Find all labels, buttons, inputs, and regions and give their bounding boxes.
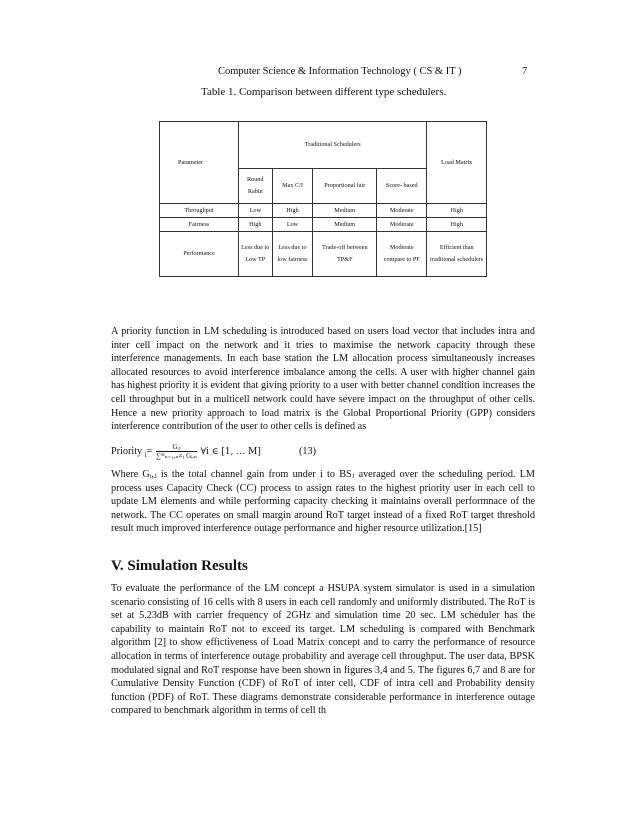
equation-condition: ∀i ∈ [1, … M] bbox=[200, 446, 261, 457]
priority-subscript: i bbox=[144, 450, 147, 459]
subheader-cell: Score- based bbox=[377, 169, 427, 204]
paragraph-simulation: To evaluate the performance of the LM concept a HSUPA system simulator is used in a simulation scenario consisting of 16 cells with 8 users in each cell randomly and uniformly distributed. The RoT is set at 5.23dB with carrier frequency of 2GHz and simulation time 20 sec. LM scheduler has the capability to maintain RoT not to exceed its target. LM scheduling is compared with Benchmark algorithm [2] to show effictiveness of Load Matrix concept and to carry the performance of resource allocation in terms of interference outage probability and average cell throughput. The user data, BPSK modulated signal and RoT response have been shown in figures 3,4 and 5. The figures 6,7 and 8 are for Cumulative Density Function (CDF) of RoT of inter cell, CDF of intra cell and Probability density function (PDF) of RoT. These diagrams demonstrate considerable performance in interference outage compared to benchmark algorithm in terms of cell th bbox=[111, 583, 535, 717]
table-cell: Performance bbox=[160, 232, 239, 277]
header-load-matrix: Load Matrix bbox=[427, 122, 487, 204]
subheader-cell: Max C/I bbox=[272, 169, 313, 204]
table-row bbox=[160, 218, 487, 232]
running-header: Computer Science & Information Technology ( CS & IT ) bbox=[218, 66, 462, 77]
paragraph-channel-gain: Where Gᵢ,ⱼ is the total channel gain from under i to BSⱼ averaged over the scheduling period. LM process uses Capacity Check (CC) process to assign rates to the highest priority user in each cell to update LM elements and while performing capacity checking it maintains overall performnace of the network. The CC operates on small margin around RoT target instead of a fixed RoT target threshold result much improved interference outage performance and higher resource utilization.[15] bbox=[111, 469, 535, 535]
table-cell: Efficient than traditional schedulers bbox=[427, 232, 487, 277]
priority-equation bbox=[111, 443, 261, 460]
equation-number: (13) bbox=[299, 446, 316, 457]
table-cell: Throughput bbox=[160, 204, 239, 218]
table-cell: Trade-off between TP&F bbox=[313, 232, 377, 277]
header-traditional-schedulers: Traditional Schedulers bbox=[238, 122, 426, 169]
table-cell: High bbox=[427, 218, 487, 232]
table-cell: Low bbox=[238, 204, 272, 218]
table-cell: High bbox=[238, 218, 272, 232]
table-cell: Less due to low fairness bbox=[272, 232, 313, 277]
table-cell: Less due to Low TP bbox=[238, 232, 272, 277]
header-parameter: Parameter bbox=[160, 122, 239, 204]
fraction bbox=[156, 443, 197, 460]
table-cell: Moderate bbox=[377, 204, 427, 218]
table-cell: High bbox=[272, 204, 313, 218]
section-heading: V. Simulation Results bbox=[111, 558, 248, 574]
scheduler-comparison-table bbox=[159, 121, 487, 277]
table-caption: Table 1. Comparison between different type schedulers. bbox=[201, 86, 447, 98]
fraction-numerator: Gᵢⱼ bbox=[156, 443, 197, 452]
page-number: 7 bbox=[522, 66, 528, 77]
paragraph-priority-function: A priority function in LM scheduling is introduced based on users load vector that includes intra and inter cell impact on the network and it tries to maximise the network capacity through these interference managements. In each base station the LM allocation process simultaneously increases allocated resources to avoid interference imbalance among the cells. A user with higher channel gain has highest priority it is evident that giving priority to a user with better channel condition increases the cell throughput but in a multicell network could have severe impact on the throughput of other cells. Hence a new priority approach to load matrix is the Global Proportional Priority (GPP) considers interference contribution of the user to other cells is defined as bbox=[111, 326, 535, 433]
fraction-denominator: ∑ᴹₙ₌₁,ₙ≠ⱼ Gᵢ,ₙ bbox=[155, 452, 198, 460]
table-cell: Fairness bbox=[160, 218, 239, 232]
subheader-cell: Proportional fair bbox=[313, 169, 377, 204]
table-cell: High bbox=[427, 204, 487, 218]
table-cell: Moderate bbox=[377, 218, 427, 232]
table-cell: Low bbox=[272, 218, 313, 232]
table-cell: Moderate compare to PF bbox=[377, 232, 427, 277]
table-row bbox=[160, 232, 487, 277]
table-row bbox=[160, 204, 487, 218]
subheader-cell: Round Rabin bbox=[238, 169, 272, 204]
table-cell: Medium bbox=[313, 218, 377, 232]
priority-label: Priority bbox=[111, 445, 145, 457]
equals-sign: = bbox=[146, 445, 153, 457]
table-cell: Medium bbox=[313, 204, 377, 218]
